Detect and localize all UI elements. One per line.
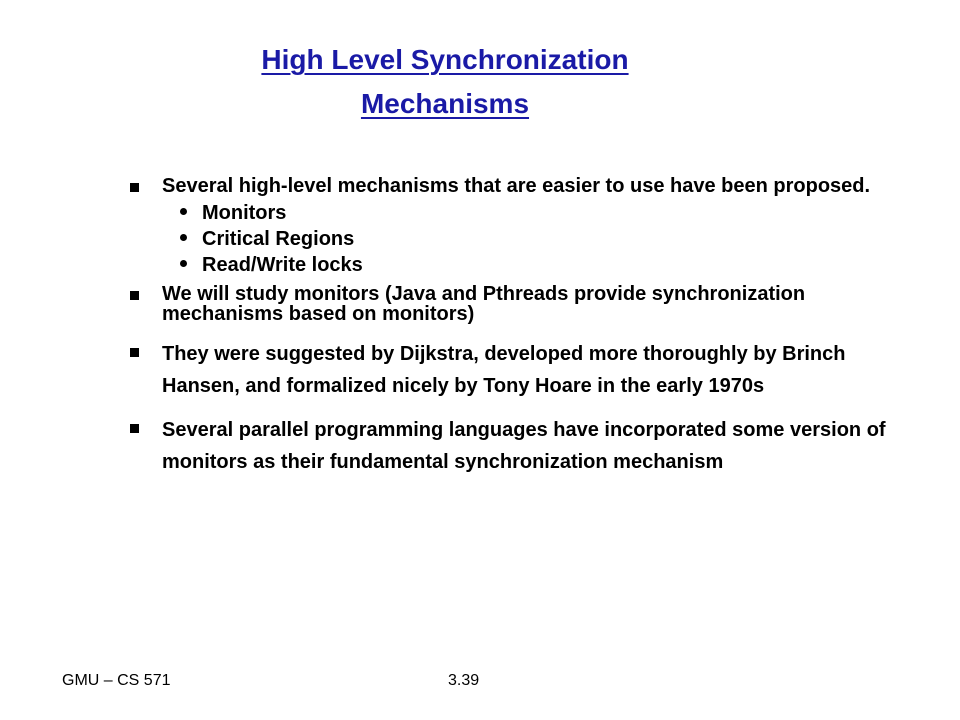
sub-bullet-list xyxy=(130,200,890,278)
slide-title-line2: Mechanisms xyxy=(360,88,530,119)
bullet-item-2 xyxy=(130,284,890,324)
bullet-text-3: They were suggested by Dijkstra, developed more thoroughly by Brinch Hansen, and formalized nicely by Tony Hoare in the early 1970s xyxy=(162,343,846,397)
sub-bullet-item-2 xyxy=(130,226,890,252)
sub-bullet-item-3 xyxy=(130,252,890,278)
bullet-item-3 xyxy=(130,338,890,402)
round-bullet-icon xyxy=(180,260,187,267)
square-bullet-icon xyxy=(130,291,139,300)
footer-course: GMU – CS 571 xyxy=(62,672,171,689)
square-bullet-icon xyxy=(130,183,139,192)
bullet-item-1 xyxy=(130,176,890,196)
sub-bullet-item-1 xyxy=(130,200,890,226)
bullet-text-2: We will study monitors (Java and Pthreads provide synchronization mechanisms based on monitors) xyxy=(162,283,806,325)
bullet-text-4: Several parallel programming languages have incorporated some version of monitors as their fundamental synchronization mechanism xyxy=(162,419,886,473)
bullet-item-4 xyxy=(130,414,890,478)
slide-title xyxy=(160,38,730,126)
bullet-list xyxy=(130,176,890,478)
sub-bullet-text-2: Critical Regions xyxy=(202,228,355,250)
bullet-text-1: Several high-level mechanisms that are easier to use have been proposed. xyxy=(162,175,871,197)
square-bullet-icon xyxy=(130,348,139,357)
footer-page-number: 3.39 xyxy=(448,672,480,689)
round-bullet-icon xyxy=(180,234,187,241)
sub-bullet-text-3: Read/Write locks xyxy=(202,254,363,276)
round-bullet-icon xyxy=(180,208,187,215)
square-bullet-icon xyxy=(130,424,139,433)
slide-title-line1: High Level Synchronization xyxy=(261,44,629,75)
sub-bullet-text-1: Monitors xyxy=(202,202,287,224)
